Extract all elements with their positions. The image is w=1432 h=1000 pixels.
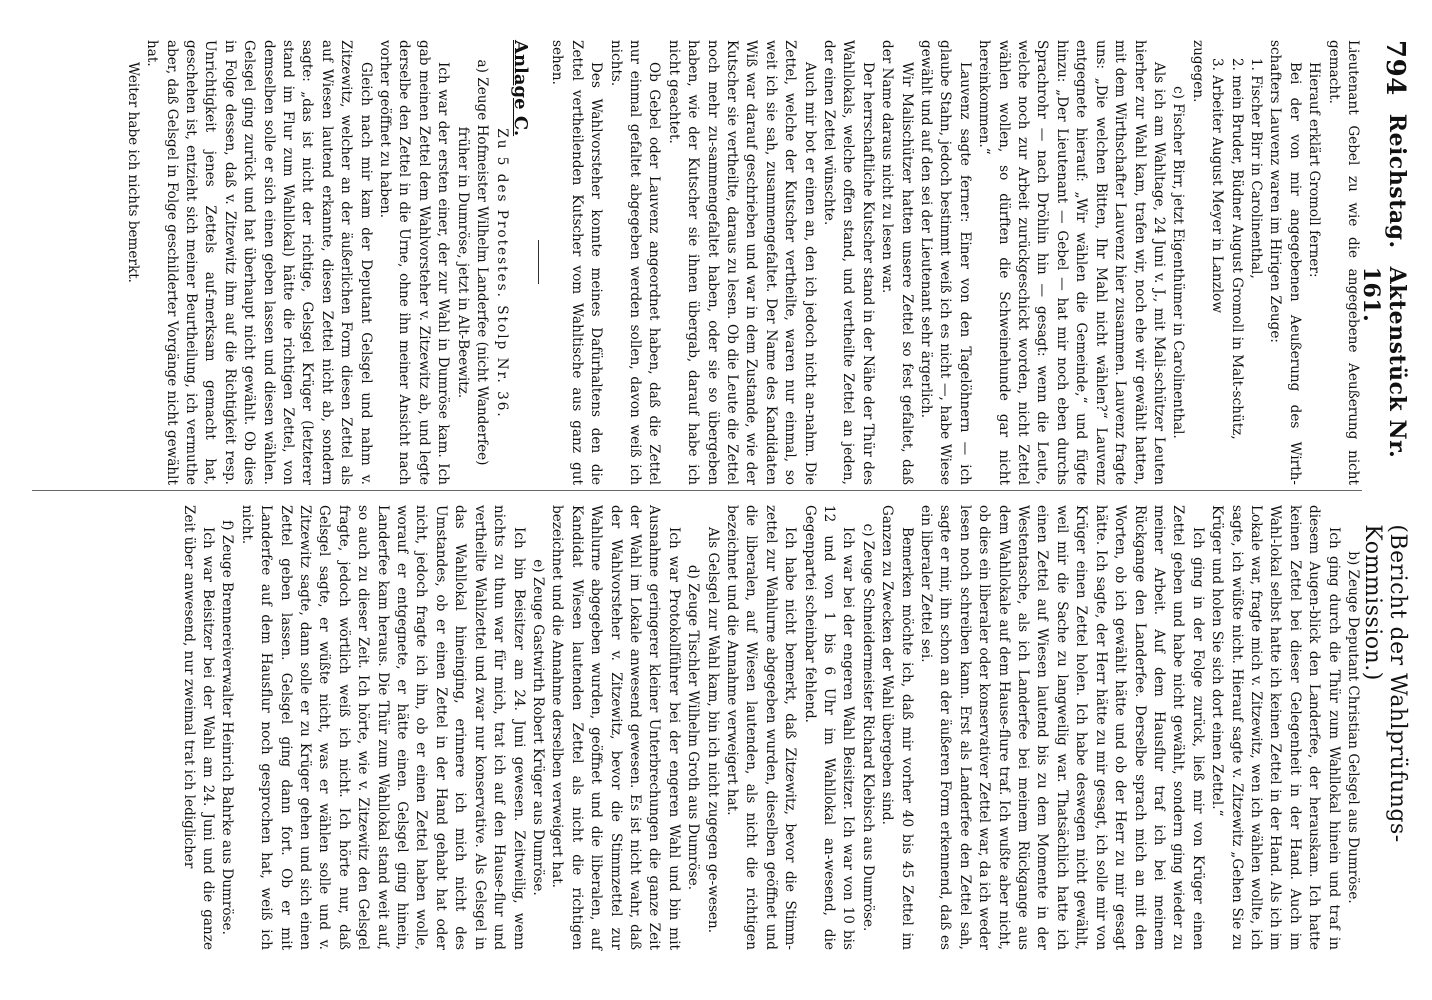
header-subtitle: (Bericht der Wahlprüfungs-Kommission.) [1360, 524, 1410, 843]
paragraph: Der herrschaftliche Kutscher stand in der Nähe der Thür des Wahllokals, welche offen stand, und vertheilte Zettel an jeden, der einen Zettel wünschte. [821, 40, 876, 485]
separator-rule [538, 240, 539, 284]
paragraph: Ich war Protokollführer bei der engeren Wahl und bin mit Ausnahme geringerer kleiner Unterbrechungen die ganze Zeit der Wahl im Lokale anwesend gewesen. Es ist nicht wahr, daß der Wahlvorsteher v. Zitzewitz, bevor die Stimmzettel zur Wahlurne abgegeben wurden, geöffnet und die liberalen, auf Kandidat Wiesen lautenden Zettel als nicht die richtigen bezeichnet und die Annahme derselben verweigert hat. [549, 505, 682, 950]
annex-subtitle: Zu 5 des Protestes. Stolp Nr. 36. [493, 128, 510, 419]
paragraph: Ich war der ersten einer, der zur Wahl in Dumröse kam. Ich gab meinen Zettel dem Wahlvorsteher v. Zitzewitz ab, und legte derselbe den Zettel in die Urne, ohne ihn meiner Ansicht nach vorher geöffnet zu haben. [377, 40, 452, 485]
witness-heading: e) Zeuge Gastwirth Robert Krüger aus Dumröse. [529, 559, 546, 896]
list-item: 3. Arbeiter August Meyer in Lanzlow [1209, 58, 1226, 313]
annex-title: Anlage C. [509, 40, 531, 137]
paragraph: Ich war Beisitzer bei der Wahl am 24. Juni und die ganze Zeit über anwesend, nur zweimal trat ich lediglicher [180, 505, 217, 950]
page-number: 794 [1380, 40, 1410, 96]
paragraph: Ob Gebel oder Lauvenz angeordnet haben, daß die Zettel nur einmal gefaltet abgegeben werden sollen, davon weiß ich nichts. [607, 40, 663, 485]
paragraph: Als ich am Wahltage, 24 Juni v. J., mit Mali-schützer Leuten hierher zur Wahl kam, trafen wir, noch ehe wir gewählt hatten, mit dem Wirthschafter Lauvenz hier zusammen. Lauvenz fragte uns: „Die welchen Bitten, Ihr Mahl nicht wählen?“ Lauvenz entgegnete hierauf: „Wir wählen die Gemeinde,“ und fügte hinzu: „Der Lieutenant — Gebel — hat mir noch eben durchs Sprachrohr — nach Dröhlin hin — gesagt: wenn die Leute, welche noch zur Arbeit zurückgeschickt worden, nicht Zettel wählen wollen, so dürften die Schweinehunde gar nicht hereinkommen.“ [976, 40, 1167, 485]
paragraph: Lieutenant Gebel zu wie die angegebene Aeußerung nicht gemacht. [1325, 40, 1361, 485]
paragraph: Hierauf erklärt Gromoll ferner: [1306, 62, 1323, 278]
paragraph: Weiter habe ich nichts bemerkt. [124, 62, 141, 283]
witness-heading: d) Zeuge Tischler Wilhelm Groth aus Dumröse. [685, 564, 702, 891]
paragraph: Als Gelsgel zur Wahl kam, bin ich nicht zugegen ge-wesen. [704, 527, 721, 934]
paragraph: Wir Malischützer hatten unsere Zettel so fest gefaltet, daß der Name daraus nicht zu lesen war. [879, 40, 915, 485]
witness-heading: c) Fischer Birr, jetzt Eigenthümer in Carolinenthal. [1170, 86, 1187, 439]
paragraph: zugegen. [1189, 40, 1206, 103]
paragraph: Ich bin Beisitzer am 24. Juni gewesen. Zeitweilig, wenn nichts zu thun war für mich, trat ich auf den Hause-flur und vertheilte Wahlzettel und zwar nur konservative. Als Gelsgel in das Wahllokal hineinging, erinnere ich mich nicht des Umstandes, ob er einen Zettel in der Hand gehabt hat oder nicht, jedoch fragte ich ihn, ob er einen Zettel haben wolle, worauf er entgegnete, er hätte einen. Gelsgel ging hinein, Landerfee kam heraus. Die Thür zum Wahllokal stand weit auf, so auch zu dieser Zeit. Ich hörte, wie v. Zitzewitz den Gelsgel fragte, jedoch wörtlich weiß ich nicht. Ich hörte nur, daß Gelsgel sagte, er wüßte nicht, was er wählen solle und v. Zitzewitz sagte, dann solle er zu Krüger gehen und sich einen Zettel geben lassen. Gelsgel ging dann fort. Ob er mit Landerfee auf dem Hausflur noch gesprochen hat, weiß ich nicht. [238, 505, 527, 950]
list-item: 1. Fischer Birr in Carolinenthal, [1247, 58, 1264, 279]
witness-heading: a) Zeuge Hofmeister Wilhelm Landerfee (nicht Wanderfee) früher in Dumröse, jetzt in Alt-Beewitz. [454, 59, 491, 466]
paragraph: Ich ging in der Folge zurück, ließ mir von Krüger einen Zettel geben und habe nicht gewählt, sondern ging wieder zu meiner Arbeit. Auf dem Hausflur traf ich bei meinem Rückgange den Landerfee. Derselbe sprach mich an mit den Worten, ob ich gewählt hätte und ob der Herr zu mir gesagt hätte. Ich sagte, der Herr hätte zu mir gesagt, ich solle mir von Krüger einen Zettel holen. Ich habe deswegen nicht gewählt, weil mir die Sache zu langweilig war. Thatsächlich hatte ich einen Zettel auf Wiesen lautend bis zu dem Momente in der Westentasche, als ich Landerfee bei meinem Rückgange aus dem Wahllokale auf dem Hause-flure traf. Ich wußte aber nicht, ob dies ein liberaler oder konservativer Zettel war, da ich weder lesen noch schreiben kann. Erst als Landerfee den Zettel sah, sagte er mir, ihn schon an der äußeren Form erkennend, daß es ein liberaler Zettel sei. [918, 505, 1206, 950]
right-column [178, 505, 1362, 950]
paragraph: Bei der von mir angegebenen Aeußerung des Wirth-schafters Lauvenz waren im Hirigen Zeuge: [1267, 40, 1303, 485]
paragraph: Auch mir bot er einen an, den ich jedoch nicht an-nahm. Die Zettel, welche der Kutscher vertheilte, waren nur einmal, so weit ich sie sah, zusammengefaltet. Der Name des Kandidaten Wiß war darauf geschrieben und war in dem Zustande, wie der Kutscher sie vertheilte, daraus zu lesen. Ob die Leute die Zettel noch mehr zu-sammengefaltet haben, oder sie so übergeben haben, wie der Kutscher sie ihnen übergab, darauf habe ich nicht geachtet. [665, 40, 818, 485]
witness-heading: b) Zeuge Deputant Christian Gelsgel aus Dumröse. [1345, 551, 1361, 904]
paragraph: Ich habe nicht bemerkt, daß Zitzewitz, bevor die Stimm-zettel zur Wahlurne abgegeben wurden, dieselben geöffnet und die liberalen, auf Wiesen lautenden, als nicht die richtigen bezeichnet und die Annahme verweigert hat. [724, 505, 799, 950]
witness-heading: c) Zeuge Schneidermeister Richard Klebisch aus Dumröse. [859, 523, 876, 932]
paragraph: Ich ging durch die Thür zum Wahllokal hinein und traf in diesem Augen-blick den Landerfee, der herauskam. Ich hatte keinen Zettel bei dieser Gelegenheit in der Hand. Auch im Wahl-lokal selbst hatte ich keinen Zettel in der Hand. Als ich im Lokale war, fragte mich v. Zitzewitz, wen ich wählen wollte, ich sagte, ich wüßte nicht. Hierauf sagte v. Zitzewitz „Gehen Sie zu Krüger und holen Sie sich dort einen Zettel.“ [1209, 505, 1342, 950]
witness-heading: f) Zeuge Brennereiverwalter Heinrich Bahrke aus Dumröse. [219, 520, 236, 935]
page-header [1358, 40, 1410, 970]
list-item: 2. mein Bruder, Büdner August Gromoll in Malt-schütz, [1228, 58, 1245, 440]
section-title: Aktenstück Nr. 161. [1358, 266, 1410, 459]
column-divider [32, 490, 1362, 491]
paragraph: Lauvenz sagte ferner: Einer von den Tagelöhnern — ich glaube Stahn, jedoch bestimmt weiß ich es nicht —, habe Wiese gewählt und auf den sei der Lieutenant sehr ärgerlich. [918, 40, 973, 485]
paragraph: Gleich nach mir kam der Deputant Gelsgel und nahm v. Zitzewitz, welcher an der äußerlichen Form diesen Zettel als auf Wiesen lautend erkannte, diesen Zettel nicht ab, sondern sagte: „das ist nicht der richtige, Gelsgel Krüger (letzterer stand im Flur zum Wahllokal) hätte die richtigen Zettel, von demselben solle er sich einen geben lassen und diesen wählen. Gelsgel ging zurück und hat überhaupt nicht gewählt. Ob dies in Folge dessen, daß v. Zitzewitz ihm auf die Richtigkeit resp. Unrichtigkeit jenes Zettels auf-merksam gemacht hat, geschehen ist, entzieht sich meiner Beurtheilung, ich vermuthe aber, daß Gelsgel in Folge geschilderter Vorgänge nicht gewählt hat. [144, 40, 374, 485]
paragraph: Bemerken möchte ich, daß mir vorher 40 bis 45 Zettel im Ganzen zu Zwecken der Wahl übergeben sind. [879, 505, 915, 950]
paragraph: Des Wahlvorsteher konnte meines Dafürhaltens den die Zettel vertheilenden Kutscher vom Wahltische aus ganz gut sehen. [549, 40, 605, 485]
left-column [122, 40, 1362, 485]
paragraph: Ich war bei der engeren Wahl Beisitzer. Ich war von 10 bis 12 und von 1 bis 6 Uhr im Wahllokal an-wesend, die Gegenpartei scheinbar fehlend. [801, 505, 857, 950]
publication-title: Reichstag. [1384, 113, 1410, 249]
